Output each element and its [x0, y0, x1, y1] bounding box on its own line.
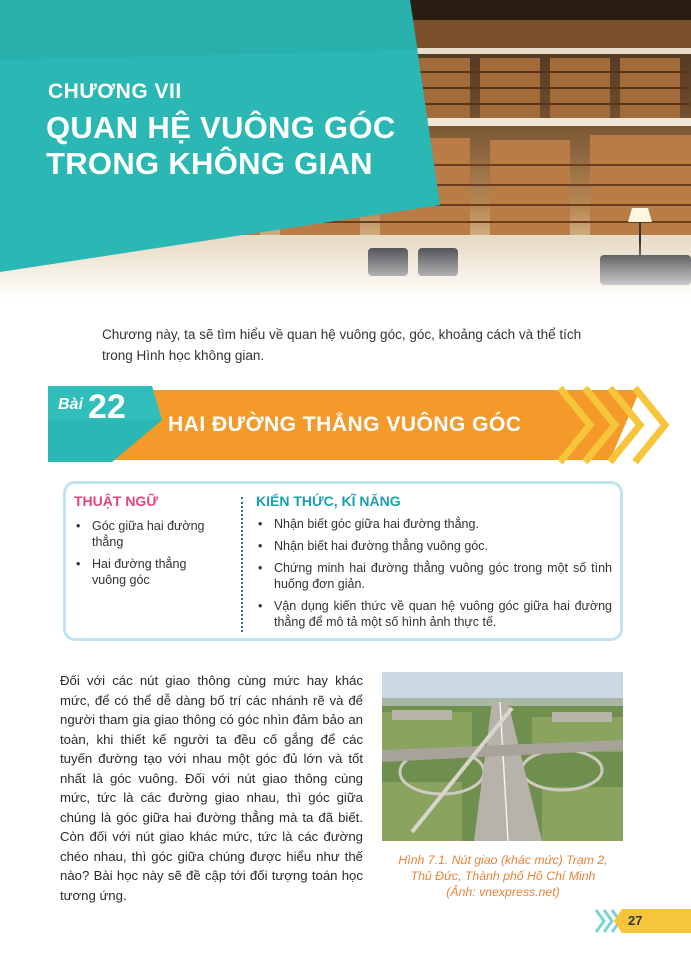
term-item: • Góc giữa hai đường thẳng: [74, 518, 214, 550]
skill-item: • Chứng minh hai đường thẳng vuông góc trong một số tình huống đơn giản.: [256, 560, 612, 592]
skills-heading: KIẾN THỨC, KĨ NĂNG: [256, 493, 401, 509]
skill-item: • Vận dụng kiến thức về quan hệ vuông góc giữa hai đường thẳng để mô tả một số hình ảnh thực tế.: [256, 598, 612, 630]
lesson-prefix: Bài: [58, 396, 83, 413]
skill-item: • Nhận biết hai đường thẳng vuông góc.: [256, 538, 612, 554]
figure-caption: [372, 852, 634, 900]
page-number: 27: [628, 913, 643, 928]
chapter-title: [46, 110, 396, 182]
caption-line-2: Thủ Đức, Thành phố Hồ Chí Minh: [410, 869, 596, 883]
interchange-photo: [382, 672, 623, 841]
chapter-intro: Chương này, ta sẽ tìm hiểu về quan hệ vuông góc, góc, khoảng cách và thể tích trong Hình học không gian.: [102, 327, 582, 363]
caption-line-1: Hình 7.1. Nút giao (khác mức) Trạm 2,: [398, 853, 608, 867]
body-paragraph: Đối với các nút giao thông cùng mức hay khác mức, để có thể dễ dàng bố trí các nhánh rẽ và để người tham gia giao thông có góc nhìn đảm bảo an toàn, khi thiết kế người ta đều cố gắng để các tuyến đường tạo với nhau một góc đủ lớn và tốt nhất là góc vuông. Đối với nút giao thông cùng mức, tức là các đường giao nhau, thì góc giữa chúng là góc giữa hai đường thẳng mà ta đã biết. Còn đối với nút giao khác mức, tức là các đường chéo nhau, thì góc giữa chúng được hiểu như thế nào? Bài học này sẽ đề cập tới đối tượng toán học tương ứng.: [60, 673, 363, 903]
caption-line-3: (Ảnh: vnexpress.net): [446, 885, 560, 899]
term-item: • Hai đường thẳng vuông góc: [74, 556, 214, 588]
column-divider: [241, 497, 243, 632]
chapter-title-line-2: TRONG KHÔNG GIAN: [46, 146, 373, 181]
skill-item: • Nhận biết góc giữa hai đường thẳng.: [256, 516, 612, 532]
chapter-label: CHƯƠNG VII: [48, 80, 182, 103]
page-number-badge: [594, 906, 691, 936]
lesson-number: 22: [88, 388, 126, 426]
chapter-title-line-1: QUAN HỆ VUÔNG GÓC: [46, 110, 396, 145]
terms-heading: THUẬT NGỮ: [74, 493, 158, 509]
lesson-title: HAI ĐƯỜNG THẲNG VUÔNG GÓC: [168, 413, 522, 436]
terms-list: [74, 518, 214, 594]
skills-list: [256, 516, 612, 636]
